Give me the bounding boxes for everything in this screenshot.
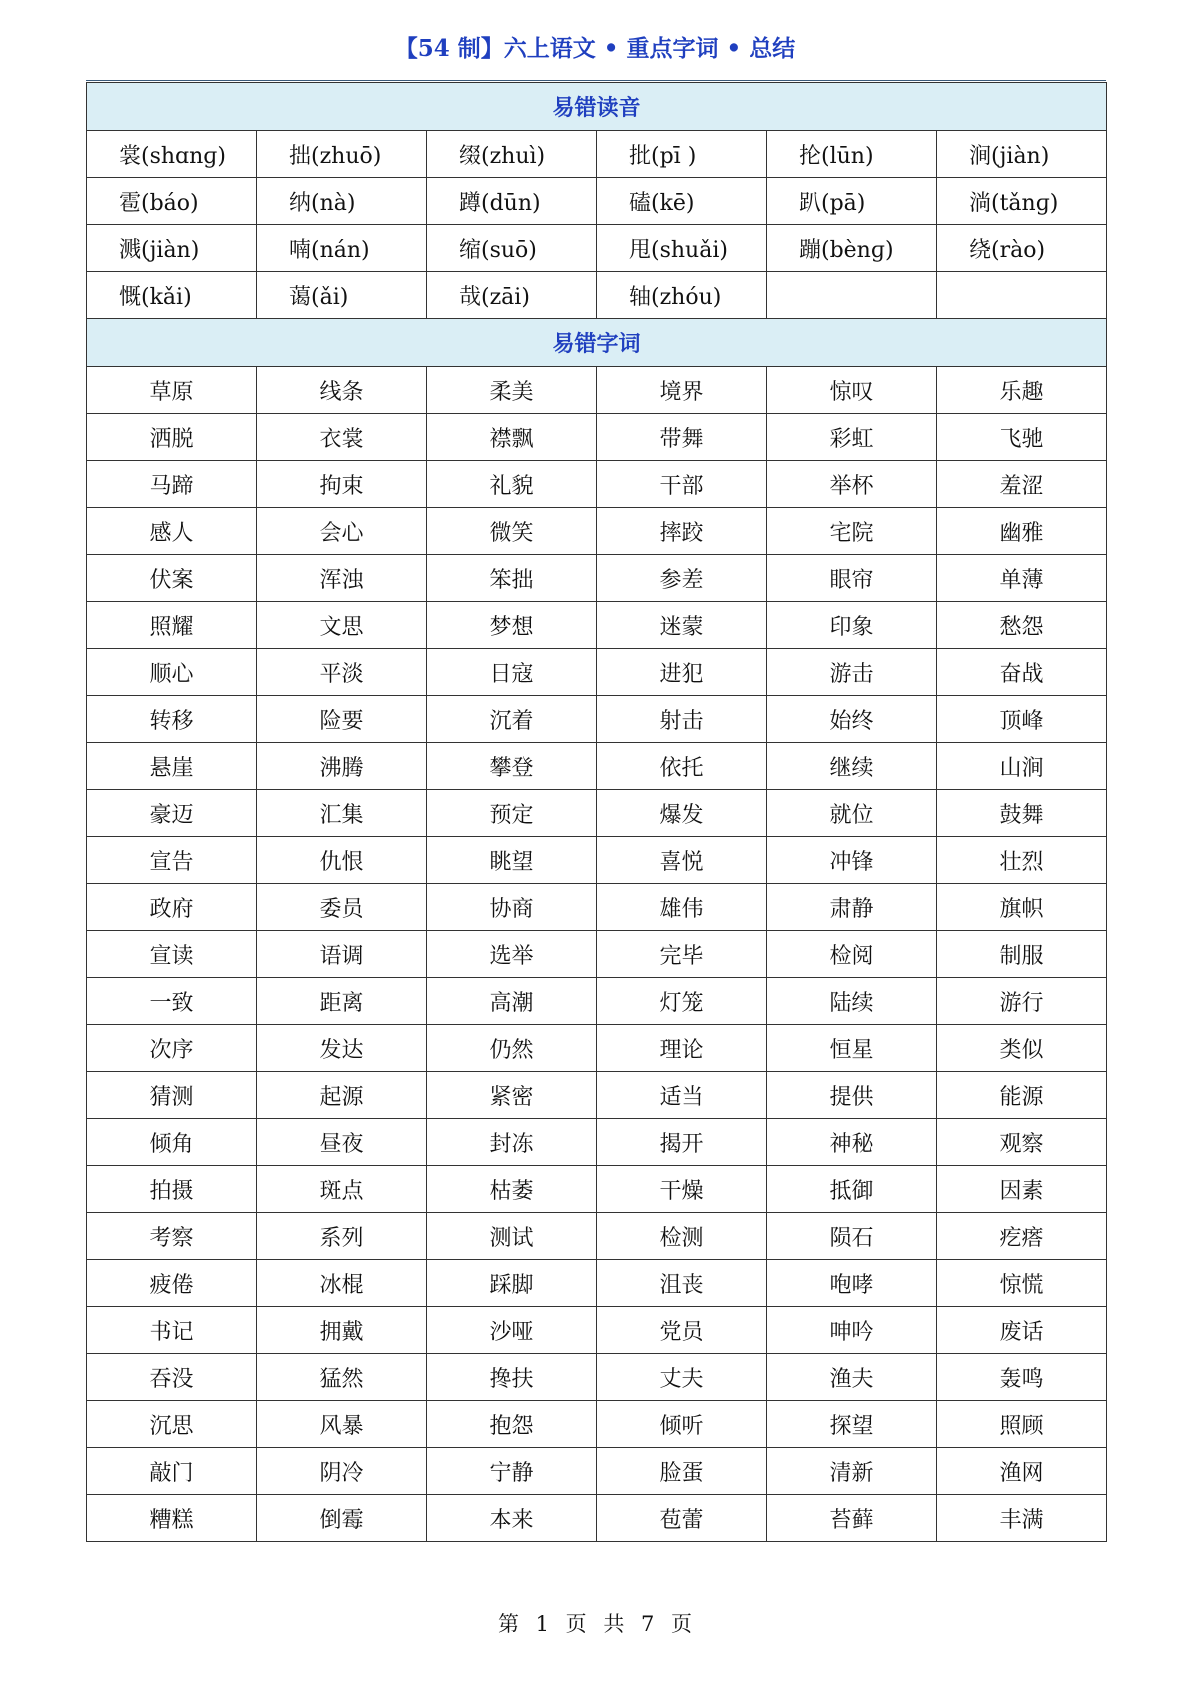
table-cell: 彩虹	[767, 414, 937, 461]
table-cell: 抵御	[767, 1166, 937, 1213]
table-cell: 吞没	[87, 1354, 257, 1401]
pinyin-row	[87, 225, 1107, 272]
table-cell: 溅(jiàn)	[87, 225, 257, 272]
table-cell: 草原	[87, 367, 257, 414]
table-cell: 沉思	[87, 1401, 257, 1448]
table-cell: 拙(zhuō)	[257, 131, 427, 178]
table-cell: 缀(zhuì)	[427, 131, 597, 178]
table-cell: 语调	[257, 931, 427, 978]
table-cell: 渔夫	[767, 1354, 937, 1401]
table-cell: 检阅	[767, 931, 937, 978]
table-cell: 封冻	[427, 1119, 597, 1166]
word-row	[87, 1401, 1107, 1448]
table-cell: 日寇	[427, 649, 597, 696]
table-cell: 风暴	[257, 1401, 427, 1448]
word-row	[87, 414, 1107, 461]
table-cell: 甩(shuǎi)	[597, 225, 767, 272]
section-header-pinyin-title: 易错读音	[87, 83, 1107, 131]
table-cell: 迷蒙	[597, 602, 767, 649]
table-cell: 沸腾	[257, 743, 427, 790]
table-cell: 裳(shɑnɡ)	[87, 131, 257, 178]
word-row	[87, 978, 1107, 1025]
table-cell: 适当	[597, 1072, 767, 1119]
table-cell: 倾角	[87, 1119, 257, 1166]
word-row	[87, 884, 1107, 931]
table-cell: 洒脱	[87, 414, 257, 461]
table-cell: 丈夫	[597, 1354, 767, 1401]
table-cell: 马蹄	[87, 461, 257, 508]
word-row	[87, 743, 1107, 790]
table-cell: 哉(zāi)	[427, 272, 597, 319]
table-cell: 依托	[597, 743, 767, 790]
table-cell: 测试	[427, 1213, 597, 1260]
table-cell: 抱怨	[427, 1401, 597, 1448]
table-cell: 旗帜	[937, 884, 1107, 931]
table-cell: 书记	[87, 1307, 257, 1354]
table-cell: 抡(lūn)	[767, 131, 937, 178]
table-cell: 完毕	[597, 931, 767, 978]
table-cell: 一致	[87, 978, 257, 1025]
table-cell: 倒霉	[257, 1495, 427, 1542]
table-cell: 蔼(ǎi)	[257, 272, 427, 319]
table-cell: 拘束	[257, 461, 427, 508]
pinyin-row	[87, 178, 1107, 225]
table-cell: 举杯	[767, 461, 937, 508]
table-cell: 疲倦	[87, 1260, 257, 1307]
table-cell: 陨石	[767, 1213, 937, 1260]
table-cell: 飞驰	[937, 414, 1107, 461]
table-cell: 继续	[767, 743, 937, 790]
table-cell: 枯萎	[427, 1166, 597, 1213]
word-row	[87, 696, 1107, 743]
table-cell: 拍摄	[87, 1166, 257, 1213]
table-cell: 类似	[937, 1025, 1107, 1072]
table-cell: 斑点	[257, 1166, 427, 1213]
table-cell: 苞蕾	[597, 1495, 767, 1542]
table-cell: 灯笼	[597, 978, 767, 1025]
word-row	[87, 508, 1107, 555]
table-cell: 境界	[597, 367, 767, 414]
table-cell: 摔跤	[597, 508, 767, 555]
table-cell: 伏案	[87, 555, 257, 602]
table-cell: 考察	[87, 1213, 257, 1260]
page-number: 第 1 页 共 7 页	[497, 1612, 693, 1636]
table-cell: 平淡	[257, 649, 427, 696]
table-cell: 文思	[257, 602, 427, 649]
table-cell: 趴(pā)	[767, 178, 937, 225]
pinyin-row	[87, 272, 1107, 319]
table-cell: 幽雅	[937, 508, 1107, 555]
table-cell: 宅院	[767, 508, 937, 555]
table-cell: 冰棍	[257, 1260, 427, 1307]
word-row	[87, 837, 1107, 884]
table-cell: 猜测	[87, 1072, 257, 1119]
table-cell: 印象	[767, 602, 937, 649]
table-cell: 恒星	[767, 1025, 937, 1072]
table-cell: 绕(rào)	[937, 225, 1107, 272]
table-cell: 雄伟	[597, 884, 767, 931]
table-cell: 清新	[767, 1448, 937, 1495]
table-cell: 观察	[937, 1119, 1107, 1166]
table-cell: 紧密	[427, 1072, 597, 1119]
word-row	[87, 602, 1107, 649]
section-header-words	[87, 319, 1107, 367]
word-row	[87, 931, 1107, 978]
table-cell: 照耀	[87, 602, 257, 649]
word-row	[87, 1260, 1107, 1307]
table-cell: 悬崖	[87, 743, 257, 790]
table-cell: 肃静	[767, 884, 937, 931]
table-cell: 本来	[427, 1495, 597, 1542]
table-cell: 制服	[937, 931, 1107, 978]
table-cell: 涧(jiàn)	[937, 131, 1107, 178]
table-cell: 脸蛋	[597, 1448, 767, 1495]
table-cell: 线条	[257, 367, 427, 414]
table-cell: 糟糕	[87, 1495, 257, 1542]
table-cell: 梦想	[427, 602, 597, 649]
word-row	[87, 1495, 1107, 1542]
table-cell	[767, 272, 937, 319]
table-cell: 渔网	[937, 1448, 1107, 1495]
table-cell: 单薄	[937, 555, 1107, 602]
table-cell: 愁怨	[937, 602, 1107, 649]
table-cell: 政府	[87, 884, 257, 931]
table-cell: 理论	[597, 1025, 767, 1072]
table-cell	[937, 272, 1107, 319]
table-cell: 阴冷	[257, 1448, 427, 1495]
table-cell: 眼帘	[767, 555, 937, 602]
word-row	[87, 367, 1107, 414]
word-row	[87, 1119, 1107, 1166]
table-cell: 拥戴	[257, 1307, 427, 1354]
table-cell: 蹦(bènɡ)	[767, 225, 937, 272]
table-cell: 感人	[87, 508, 257, 555]
table-cell: 冲锋	[767, 837, 937, 884]
table-cell: 鼓舞	[937, 790, 1107, 837]
table-cell: 爆发	[597, 790, 767, 837]
table-cell: 笨拙	[427, 555, 597, 602]
table-cell: 眺望	[427, 837, 597, 884]
table-cell: 雹(báo)	[87, 178, 257, 225]
table-cell: 咆哮	[767, 1260, 937, 1307]
table-cell: 疙瘩	[937, 1213, 1107, 1260]
table-cell: 委员	[257, 884, 427, 931]
table-cell: 党员	[597, 1307, 767, 1354]
table-cell: 攀登	[427, 743, 597, 790]
table-cell: 喜悦	[597, 837, 767, 884]
page-title: 【54 制】六上语文 • 重点字词 • 总结	[394, 35, 796, 62]
table-cell: 始终	[767, 696, 937, 743]
word-row	[87, 1025, 1107, 1072]
table-cell: 检测	[597, 1213, 767, 1260]
table-cell: 丰满	[937, 1495, 1107, 1542]
table-cell: 会心	[257, 508, 427, 555]
table-cell: 汇集	[257, 790, 427, 837]
table-cell: 纳(nà)	[257, 178, 427, 225]
table-cell: 沉着	[427, 696, 597, 743]
table-cell: 衣裳	[257, 414, 427, 461]
table-cell: 礼貌	[427, 461, 597, 508]
word-row	[87, 461, 1107, 508]
section-header-pinyin	[87, 83, 1107, 131]
table-cell: 险要	[257, 696, 427, 743]
word-row	[87, 555, 1107, 602]
word-row	[87, 790, 1107, 837]
table-cell: 次序	[87, 1025, 257, 1072]
table-cell: 批(pī )	[597, 131, 767, 178]
table-cell: 系列	[257, 1213, 427, 1260]
table-cell: 昼夜	[257, 1119, 427, 1166]
table-cell: 磕(kē)	[597, 178, 767, 225]
table-cell: 敲门	[87, 1448, 257, 1495]
table-cell: 踩脚	[427, 1260, 597, 1307]
table-cell: 高潮	[427, 978, 597, 1025]
word-row	[87, 1354, 1107, 1401]
table-cell: 转移	[87, 696, 257, 743]
table-cell: 淌(tǎnɡ)	[937, 178, 1107, 225]
word-row	[87, 649, 1107, 696]
table-cell: 壮烈	[937, 837, 1107, 884]
table-cell: 奋战	[937, 649, 1107, 696]
table-cell: 苔藓	[767, 1495, 937, 1542]
table-cell: 倾听	[597, 1401, 767, 1448]
table-cell: 轴(zhóu)	[597, 272, 767, 319]
table-cell: 呻吟	[767, 1307, 937, 1354]
table-cell: 山涧	[937, 743, 1107, 790]
table-cell: 距离	[257, 978, 427, 1025]
table-cell: 慨(kǎi)	[87, 272, 257, 319]
table-cell: 游击	[767, 649, 937, 696]
word-row	[87, 1072, 1107, 1119]
word-row	[87, 1448, 1107, 1495]
table-cell: 探望	[767, 1401, 937, 1448]
table-cell: 搀扶	[427, 1354, 597, 1401]
table-cell: 襟飘	[427, 414, 597, 461]
section-header-words-title: 易错字词	[87, 319, 1107, 367]
table-cell: 干燥	[597, 1166, 767, 1213]
word-row	[87, 1307, 1107, 1354]
table-cell: 惊慌	[937, 1260, 1107, 1307]
table-cell: 提供	[767, 1072, 937, 1119]
vocabulary-table	[86, 82, 1107, 1542]
table-cell: 游行	[937, 978, 1107, 1025]
table-cell: 协商	[427, 884, 597, 931]
table-cell: 干部	[597, 461, 767, 508]
word-row	[87, 1166, 1107, 1213]
pinyin-row	[87, 131, 1107, 178]
table-cell: 轰鸣	[937, 1354, 1107, 1401]
table-cell: 豪迈	[87, 790, 257, 837]
table-cell: 沙哑	[427, 1307, 597, 1354]
table-cell: 宣告	[87, 837, 257, 884]
table-cell: 神秘	[767, 1119, 937, 1166]
table-cell: 进犯	[597, 649, 767, 696]
table-cell: 宣读	[87, 931, 257, 978]
table-cell: 因素	[937, 1166, 1107, 1213]
table-cell: 能源	[937, 1072, 1107, 1119]
table-cell: 揭开	[597, 1119, 767, 1166]
table-cell: 羞涩	[937, 461, 1107, 508]
word-row	[87, 1213, 1107, 1260]
table-cell: 缩(suō)	[427, 225, 597, 272]
table-cell: 预定	[427, 790, 597, 837]
table-cell: 发达	[257, 1025, 427, 1072]
table-cell: 参差	[597, 555, 767, 602]
table-cell: 仇恨	[257, 837, 427, 884]
table-cell: 带舞	[597, 414, 767, 461]
table-cell: 微笑	[427, 508, 597, 555]
table-cell: 惊叹	[767, 367, 937, 414]
table-cell: 射击	[597, 696, 767, 743]
table-cell: 仍然	[427, 1025, 597, 1072]
table-cell: 猛然	[257, 1354, 427, 1401]
table-cell: 起源	[257, 1072, 427, 1119]
table-cell: 浑浊	[257, 555, 427, 602]
table-cell: 顺心	[87, 649, 257, 696]
header-divider	[86, 80, 1106, 81]
table-cell: 乐趣	[937, 367, 1107, 414]
table-cell: 废话	[937, 1307, 1107, 1354]
table-cell: 蹲(dūn)	[427, 178, 597, 225]
table-cell: 照顾	[937, 1401, 1107, 1448]
table-cell: 选举	[427, 931, 597, 978]
table-cell: 就位	[767, 790, 937, 837]
table-cell: 沮丧	[597, 1260, 767, 1307]
table-cell: 喃(nán)	[257, 225, 427, 272]
table-cell: 陆续	[767, 978, 937, 1025]
table-cell: 宁静	[427, 1448, 597, 1495]
table-cell: 顶峰	[937, 696, 1107, 743]
table-cell: 柔美	[427, 367, 597, 414]
